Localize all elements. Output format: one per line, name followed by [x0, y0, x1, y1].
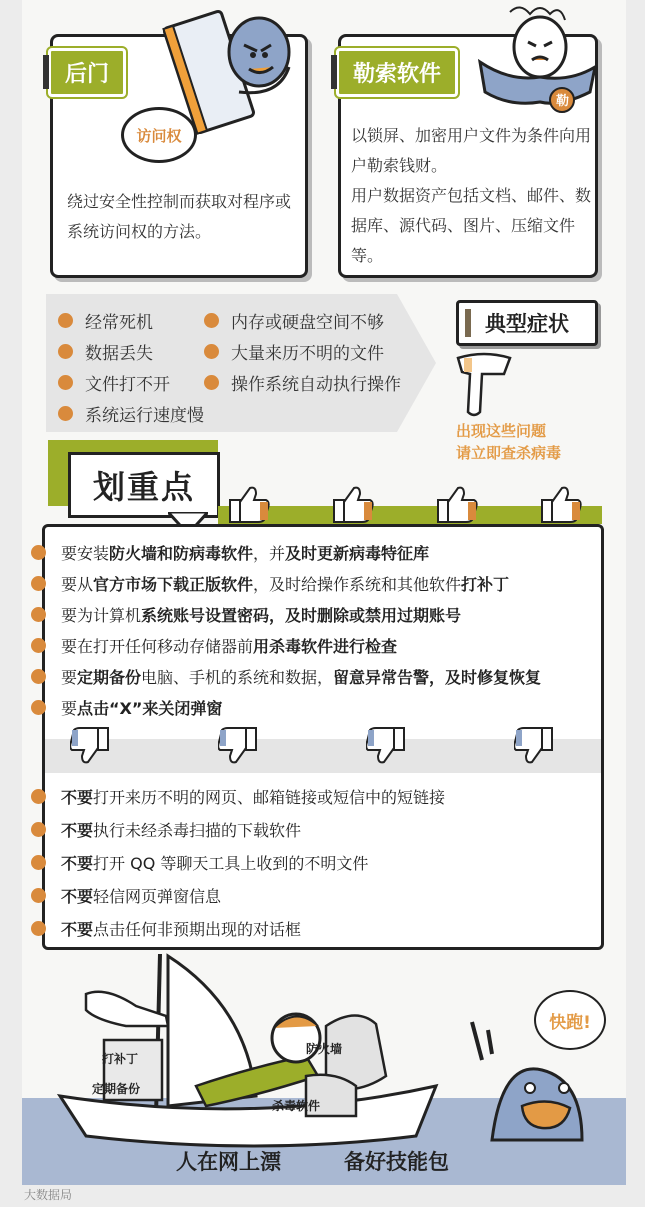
thumbs-down-icon: [366, 726, 406, 766]
bullet-dot: [204, 313, 219, 328]
access-sign: [121, 107, 197, 163]
bullet-dot: [31, 669, 46, 684]
ransomware-description-1: 以锁屏、加密用户文件为条件向用户勒索钱财。: [351, 126, 592, 175]
bullet-dot: [58, 313, 73, 328]
rule-text: 定期备份: [77, 668, 142, 687]
thumbs-down-icon: [70, 726, 110, 766]
bullet-dot: [31, 638, 46, 653]
rule-text: 系统账号设置密码，及时删除或禁用过期账号: [141, 606, 462, 625]
backdoor-title: 后门: [65, 62, 110, 87]
footer-slogan-1: 人在网上漂: [176, 1150, 281, 1174]
bullet-dot: [31, 789, 46, 804]
sack-label-1: 防火墙: [306, 1042, 343, 1056]
tag-tab: [331, 55, 337, 89]
rule-text: 点击“X”来关闭弹窗: [77, 699, 223, 718]
symptoms-advice-2: 请立即查杀病毒: [456, 444, 562, 462]
symptom-label: 内存或硬盘空间不够: [231, 313, 384, 333]
bullet-dot: [31, 921, 46, 936]
do-rule-item: [61, 665, 541, 688]
footer-slogan-2: 备好技能包: [344, 1150, 449, 1174]
thermometer-icon: [454, 350, 514, 420]
symptom-item: [204, 308, 384, 333]
dont-rule-item: [61, 917, 301, 940]
rule-text: 不要: [61, 821, 94, 840]
rule-text: 打开 QQ 等聊天工具上收到的不明文件: [93, 854, 369, 873]
symptom-label: 文件打不开: [85, 375, 170, 395]
ransom-badge-char: 勒: [556, 94, 570, 109]
bullet-dot: [31, 545, 46, 560]
thumbs-up-icon: [228, 484, 272, 524]
thumbs-up-icon: [332, 484, 376, 524]
bullet-dot: [204, 344, 219, 359]
bullet-dot: [58, 375, 73, 390]
rule-text: 执行未经杀毒扫描的下载软件: [93, 821, 302, 840]
ransomware-character-illustration: [470, 2, 600, 122]
rule-text: 打开来历不明的网页、邮箱链接或短信中的短链接: [93, 788, 446, 807]
rule-text: 点击任何非预期出现的对话框: [93, 920, 302, 939]
dont-rule-item: [61, 884, 221, 907]
rule-text: 防火墙和防病毒软件: [109, 544, 254, 563]
infographic-page: [22, 0, 626, 1185]
symptom-item: [204, 370, 401, 395]
rule-text: 用杀毒软件进行检查: [253, 637, 398, 656]
symptom-item: [58, 308, 153, 333]
bullet-dot: [31, 700, 46, 715]
watermark: 大数据局: [24, 1188, 73, 1202]
symptoms-heading-box: [456, 300, 598, 346]
do-rule-item: [61, 572, 509, 595]
symptoms-advice-1: 出现这些问题: [456, 422, 547, 440]
symptom-label: 操作系统自动执行操作: [231, 375, 401, 395]
symptom-label: 系统运行速度慢: [85, 406, 204, 426]
bullet-dot: [204, 375, 219, 390]
rule-text: 留意异常告警，及时修复恢复: [333, 668, 542, 687]
dont-rule-item: [61, 785, 445, 808]
do-rule-item: [61, 634, 397, 657]
symptom-label: 数据丢失: [85, 344, 153, 364]
symptoms-heading: 典型症状: [485, 312, 569, 336]
box-label-1: 打补丁: [102, 1052, 139, 1066]
dont-rule-item: [61, 851, 368, 874]
box-label-2: 定期备份: [92, 1082, 141, 1096]
rule-text: 及时更新病毒特征库: [285, 544, 430, 563]
rule-text: 电脑、手机的系统和数据，: [141, 668, 334, 687]
symptom-item: [58, 370, 170, 395]
bullet-dot: [58, 344, 73, 359]
thumbs-up-icon: [540, 484, 584, 524]
rule-text: 要安装: [61, 544, 110, 563]
rule-text: ，及时给操作系统和其他软件: [253, 575, 462, 594]
ransomware-description-2: 用户数据资产包括文档、邮件、数据库、源代码、图片、压缩文件等。: [351, 186, 592, 265]
rule-text: 要从: [61, 575, 94, 594]
key-points-heading: 划重点: [92, 468, 195, 506]
shark-speech-bubble: [534, 990, 606, 1050]
tag-tab: [43, 55, 49, 89]
symptom-item: [58, 339, 153, 364]
symptom-label: 经常死机: [85, 313, 153, 333]
symptom-item: [58, 401, 204, 426]
rule-text: 不要: [61, 788, 94, 807]
bullet-dot: [58, 406, 73, 421]
dont-rule-item: [61, 818, 301, 841]
backdoor-description: 绕过安全性控制而获取对程序或系统访问权的方法。: [67, 192, 292, 241]
thumbs-up-icon: [436, 484, 480, 524]
do-rule-item: [61, 603, 461, 626]
bullet-dot: [31, 576, 46, 591]
rule-text: 要为计算机: [61, 606, 142, 625]
bullet-dot: [31, 888, 46, 903]
key-points-heading-box: [68, 452, 220, 518]
ransomware-title-tag: [336, 48, 458, 97]
do-rule-item: [61, 696, 222, 719]
rule-text: 要在打开任何移动存储器前: [61, 637, 254, 656]
symptom-item: [204, 339, 384, 364]
ransomware-title: 勒索软件: [353, 62, 442, 87]
rule-text: 轻信网页弹窗信息: [93, 887, 222, 906]
shark-bubble-text: 快跑!: [549, 1012, 591, 1033]
symptom-label: 大量来历不明的文件: [231, 344, 384, 364]
rule-text: 官方市场下载正版软件: [93, 575, 254, 594]
rule-text: ，并: [253, 544, 286, 563]
heading-tab: [465, 309, 471, 337]
do-rule-item: [61, 541, 429, 564]
rule-text: 要: [61, 668, 78, 687]
backdoor-title-tag: [48, 48, 126, 97]
sack-label-2: 杀毒软件: [272, 1099, 321, 1113]
thumbs-down-icon: [514, 726, 554, 766]
rule-text: 不要: [61, 854, 94, 873]
bullet-dot: [31, 822, 46, 837]
access-sign-label: 访问权: [136, 126, 182, 145]
rule-text: 不要: [61, 920, 94, 939]
rule-text: 要: [61, 699, 78, 718]
thumbs-down-icon: [218, 726, 258, 766]
bullet-dot: [31, 855, 46, 870]
rule-text: 打补丁: [461, 575, 510, 594]
bullet-dot: [31, 607, 46, 622]
rule-text: 不要: [61, 887, 94, 906]
